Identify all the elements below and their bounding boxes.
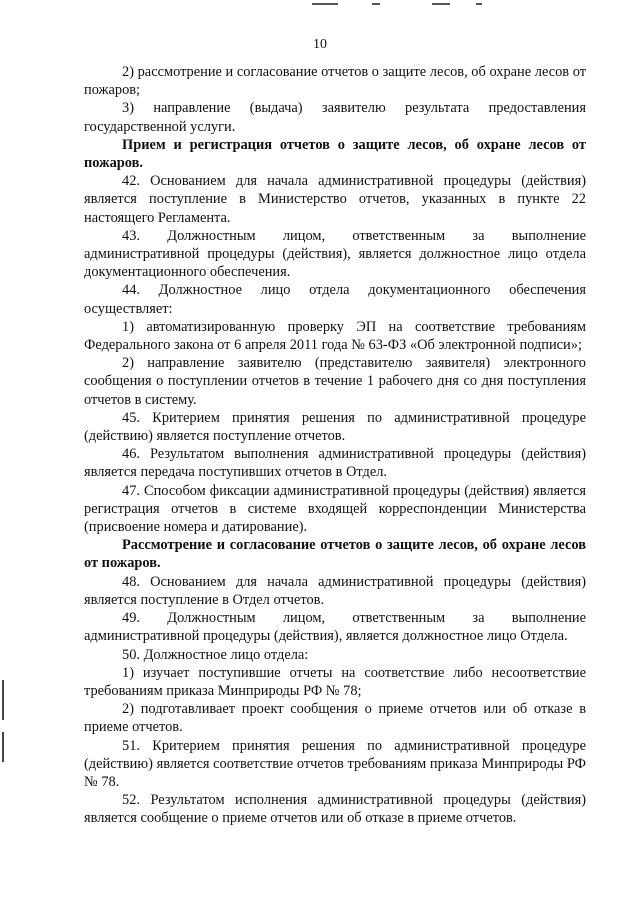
paragraph-50-item-2: 2) подготавливает проект сообщения о приеме отчетов или об отказе в приеме отчетов.	[84, 701, 586, 736]
paragraph-44-item-1: 1) автоматизированную проверку ЭП на соответствие требованиям Федерального закона от 6 апреля 2011 года № 63-ФЗ «Об электронной подписи»;	[84, 318, 586, 354]
paragraph-42: 42. Основанием для начала административной процедуры (действия) является поступление в Министерство отчетов, указанных в пункте 22 настоящего Регламента.	[84, 173, 586, 226]
paragraph-49: 49. Должностным лицом, ответственным за выполнение административной процедуры (действия), является должностное лицо Отдела.	[84, 610, 586, 645]
section-heading-reception: Прием и регистрация отчетов о защите лесов, об охране лесов от пожаров.	[84, 136, 586, 172]
paragraph-46: 46. Результатом выполнения административной процедуры (действия) является передача поступивших отчетов в Отдел.	[84, 446, 586, 481]
paragraph-43: 43. Должностным лицом, ответственным за выполнение административной процедуры (действия), является должностное лицо отдела документационного обеспечения.	[84, 227, 586, 281]
section-heading-review: Рассмотрение и согласование отчетов о защите лесов, об охране лесов от пожаров.	[84, 537, 586, 572]
paragraph-50: 50. Должностное лицо отдела:	[122, 646, 309, 663]
paragraph-48: 48. Основанием для начала административной процедуры (действия) является поступление в Отдел отчетов.	[84, 573, 586, 608]
paragraph-45: 45. Критерием принятия решения по административной процедуре (действию) является поступление отчетов.	[84, 409, 586, 445]
paragraph-51: 51. Критерием принятия решения по административной процедуре (действию) является соответствие отчетов требованиям приказа Минприроды РФ № 78.	[84, 737, 586, 790]
paragraph-44: 44. Должностное лицо отдела документационного обеспечения осуществляет:	[84, 282, 586, 317]
binding-mark	[2, 732, 4, 762]
paragraph-44-item-2: 2) направление заявителю (представителю заявителя) электронного сообщения о поступлении отчетов в течение 1 рабочего дня со дня поступления отчетов в систему.	[84, 355, 586, 408]
paragraph-50-item-1: 1) изучает поступившие отчеты на соответствие либо несоответствие требованиям приказа Минприроды РФ № 78;	[84, 664, 586, 699]
paragraph-47: 47. Способом фиксации административной процедуры (действия) является регистрация отчетов в системе входящей корреспонденции Министерства (присвоение номера и датирование).	[84, 482, 586, 536]
binding-mark	[2, 680, 4, 720]
paragraph-item-3: 3) направление (выдача) заявителю результата предоставления государственной услуги.	[84, 100, 586, 135]
page-number: 10	[313, 37, 327, 52]
document-body	[84, 63, 586, 828]
paragraph-52: 52. Результатом исполнения административной процедуры (действия) является сообщение о приеме отчетов или об отказе в приеме отчетов.	[84, 792, 586, 827]
paragraph-item-2: 2) рассмотрение и согласование отчетов о защите лесов, об охране лесов от пожаров;	[84, 64, 586, 99]
scan-artifact-top	[0, 0, 640, 10]
